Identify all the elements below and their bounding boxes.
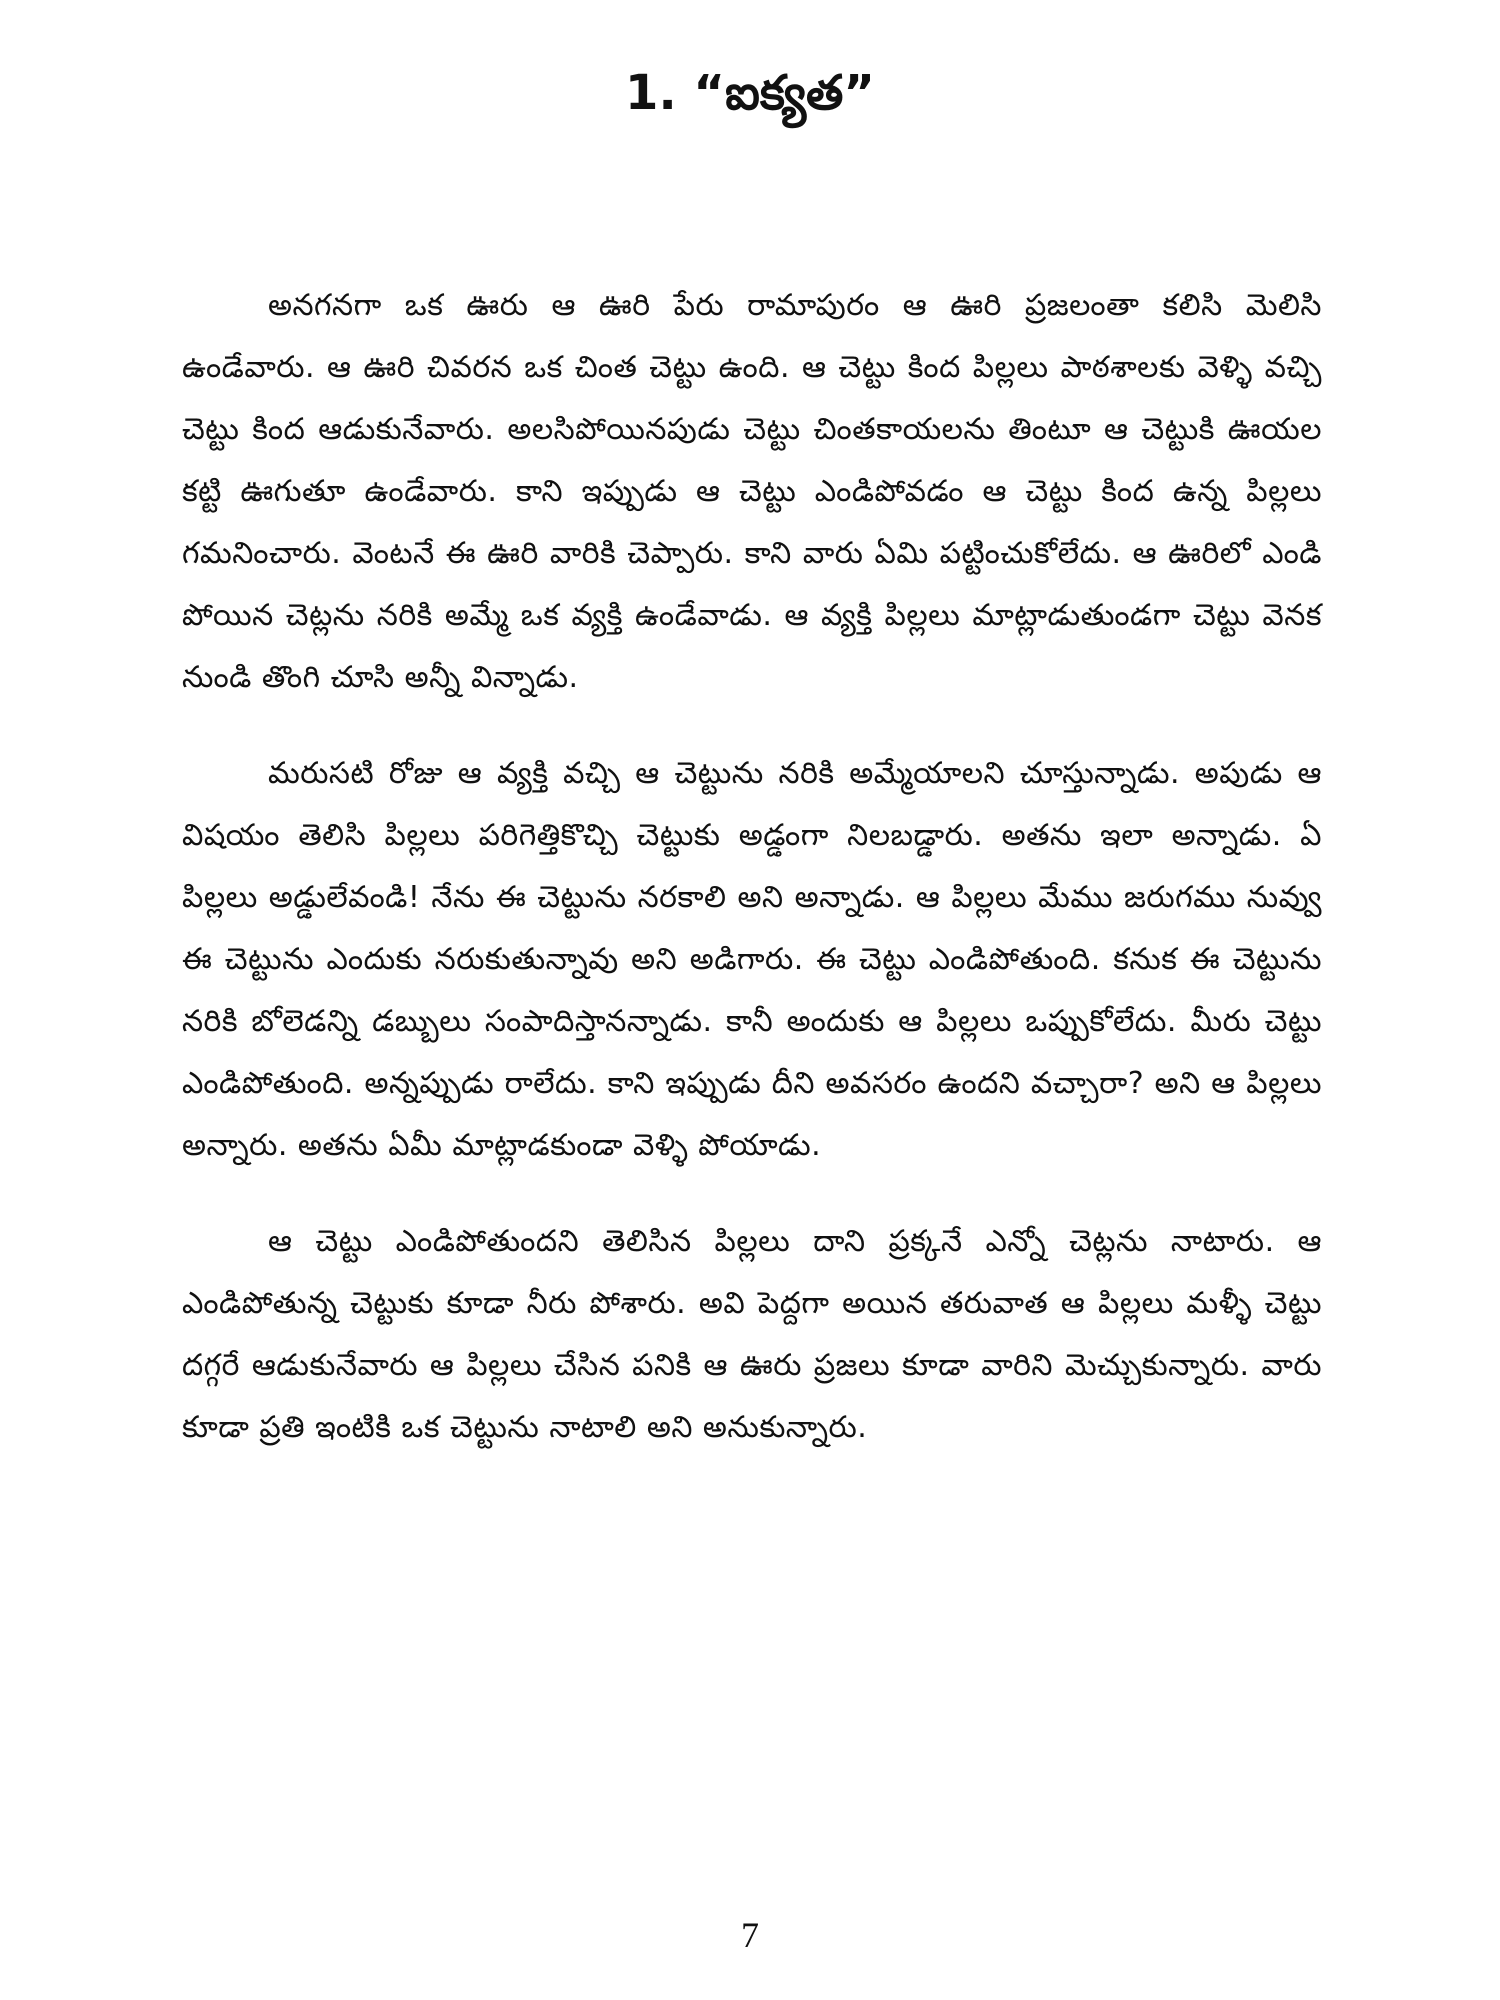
page-number: 7 (741, 1915, 759, 1955)
paragraph-2: మరుసటి రోజు ఆ వ్యక్తి వచ్చి ఆ చెట్టును నరికి అమ్మేయాలని చూస్తున్నాడు. అపుడు ఆ విషయం తెలిసి పిల్లలు పరిగెత్తికొచ్చి చెట్టుకు అడ్డంగా నిలబడ్డారు. అతను ఇలా అన్నాడు. ఏ పిల్లలు అడ్డులేవండి! నేను ఈ చెట్టును నరకాలి అని అన్నాడు. ఆ పిల్లలు మేము జరుగము నువ్వు ఈ చెట్టును ఎందుకు నరుకుతున్నావు అని అడిగారు. ఈ చెట్టు ఎండిపోతుంది. కనుక ఈ చెట్టును నరికి బోలెడన్ని డబ్బులు సంపాదిస్తానన్నాడు. కానీ అందుకు ఆ పిల్లలు ఒప్పుకోలేదు. మీరు చెట్టు ఎండిపోతుంది. అన్నప్పుడు రాలేదు. కాని ఇప్పుడు దీని అవసరం ఉందని వచ్చారా? అని ఆ పిల్లలు అన్నారు. అతను ఏమీ మాట్లాడకుండా వెళ్ళి పోయాడు. (182, 756, 1322, 1163)
paragraph-3: ఆ చెట్టు ఎండిపోతుందని తెలిసిన పిల్లలు దాని ప్రక్కనే ఎన్నో చెట్లను నాటారు. ఆ ఎండిపోతున్న చెట్టుకు కూడా నీరు పోశారు. అవి పెద్దగా అయిన తరువాత ఆ పిల్లలు మళ్ళీ చెట్టు దగ్గరే ఆడుకునేవారు ఆ పిల్లలు చేసిన పనికి ఆ ఊరు ప్రజలు కూడా వారిని మెచ్చుకున్నారు. వారు కూడా ప్రతి ఇంటికి ఒక చెట్టును నాటాలి అని అనుకున్నారు. (182, 1224, 1322, 1445)
paragraph-1: అనగనగా ఒక ఊరు ఆ ఊరి పేరు రామాపురం ఆ ఊరి ప్రజలంతా కలిసి మెలిసి ఉండేవారు. ఆ ఊరి చివరన ఒక చింత చెట్టు ఉంది. ఆ చెట్టు కింద పిల్లలు పాఠశాలకు వెళ్ళి వచ్చి చెట్టు కింద ఆడుకునేవారు. అలసిపోయినపుడు చెట్టు చింతకాయలను తింటూ ఆ చెట్టుకి ఊయల కట్టి ఊగుతూ ఉండేవారు. కాని ఇప్పుడు ఆ చెట్టు ఎండిపోవడం ఆ చెట్టు కింద ఉన్న పిల్లలు గమనించారు. వెంటనే ఈ ఊరి వారికి చెప్పారు. కాని వారు ఏమి పట్టించుకోలేదు. ఆ ఊరిలో ఎండి పోయిన చెట్లను నరికి అమ్మే ఒక వ్యక్తి ఉండేవాడు. ఆ వ్యక్తి పిల్లలు మాట్లాడుతుండగా చెట్టు వెనక నుండి తొంగి చూసి అన్నీ విన్నాడు. (182, 288, 1322, 695)
story-body (182, 275, 1322, 1459)
chapter-title: 1. “ఐక్యత” (625, 65, 875, 121)
